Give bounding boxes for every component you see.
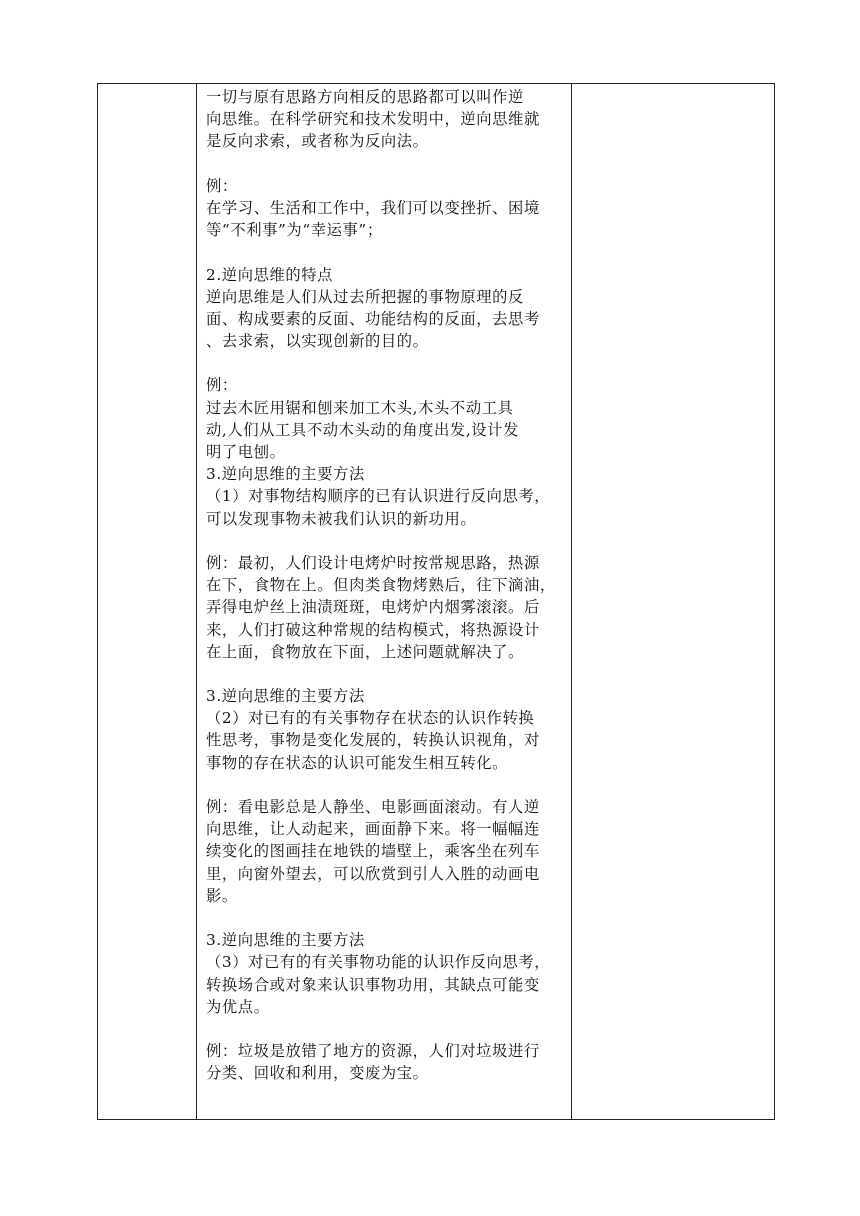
paragraph-gap [206, 530, 567, 552]
text-line: 逆向思维是人们从过去所把握的事物原理的反 [206, 287, 524, 306]
text-line: 明了电刨。 [206, 443, 286, 461]
text-line: 在上面，食物放在下面，上述问题就解决了。 [206, 642, 524, 661]
text-line: 3.逆向思维的主要方法 [206, 687, 365, 706]
text-line: 向思维。在科学研究和技术发明中，逆向思维就 [206, 110, 540, 129]
text-line: 性思考，事物是变化发展的，转换认识视角，对 [206, 731, 540, 750]
lesson-table [97, 83, 775, 1120]
text-line: 分类、回收和利用，变废为宝。 [206, 1064, 429, 1083]
text-line: 续变化的图画挂在地铁的墙壁上，乘客坐在列车 [206, 842, 540, 861]
text-line: 例：最初，人们设计电烤炉时按常规思路，热源 [206, 553, 540, 572]
text-line: 在下，食物在上。但肉类食物烤熟后，往下滴油， [206, 576, 556, 595]
paragraph-gap [206, 907, 567, 929]
paragraph-gap [206, 663, 567, 685]
paragraph-gap [206, 241, 567, 263]
text-line: 弄得电炉丝上油渍斑斑，电烤炉内烟雾滚滚。后 [206, 598, 540, 617]
text-line: （3）对已有的有关事物功能的认识作反向思考， [206, 953, 551, 972]
content-text [197, 84, 571, 1084]
paragraph-gap [206, 774, 567, 796]
text-line: 等“不利事”为“幸运事”； [206, 221, 383, 240]
text-line: 里，向窗外望去，可以欣赏到引人入胜的动画电 [206, 864, 540, 883]
text-line: 为优点。 [206, 997, 270, 1016]
text-line: 事物的存在状态的认识可能发生相互转化。 [206, 753, 509, 772]
paragraph-gap [206, 352, 567, 374]
text-line: 例：垃圾是放错了地方的资源，人们对垃圾进行 [206, 1042, 540, 1061]
table-row [98, 84, 775, 1120]
text-line: 2.逆向思维的特点 [206, 265, 334, 284]
text-line: 面、构成要素的反面、功能结构的反面，去思考 [206, 309, 540, 328]
text-line: 例： [206, 376, 238, 395]
text-line: 动,人们从工具不动木头动的角度出发,设计发 [206, 420, 519, 439]
left-empty-cell [98, 84, 197, 1120]
text-line: 过去木匠用锯和刨来加工木头,木头不动工具 [206, 398, 514, 417]
text-line: 影。 [206, 886, 238, 905]
text-line: 例：看电影总是人静坐、电影画面滚动。有人逆 [206, 798, 540, 816]
text-line: 转换场合或对象来认识事物功用，其缺点可能变 [206, 975, 540, 994]
text-line: 向思维，让人动起来，画面静下来。将一幅幅连 [206, 820, 540, 839]
text-line: 是反向求索，或者称为反向法。 [206, 132, 429, 151]
right-empty-cell [572, 84, 775, 1120]
text-line: 来，人们打破这种常规的结构模式，将热源设计 [206, 620, 540, 639]
text-line: 、去求索，以实现创新的目的。 [206, 332, 429, 351]
text-line: 3.逆向思维的主要方法 [206, 465, 365, 484]
text-line: 可以发现事物未被我们认识的新功用。 [206, 509, 477, 528]
text-line: 3.逆向思维的主要方法 [206, 931, 365, 950]
text-line: 例： [206, 176, 238, 195]
content-cell [197, 84, 572, 1120]
text-line: （1）对事物结构顺序的已有认识进行反向思考， [206, 487, 551, 506]
paragraph-gap [206, 1018, 567, 1040]
text-line: 一切与原有思路方向相反的思路都可以叫作逆 [206, 88, 524, 106]
paragraph-gap [206, 153, 567, 175]
text-line: （2）对已有的有关事物存在状态的认识作转换 [206, 709, 535, 728]
text-line: 在学习、生活和工作中，我们可以变挫折、困境 [206, 198, 540, 217]
